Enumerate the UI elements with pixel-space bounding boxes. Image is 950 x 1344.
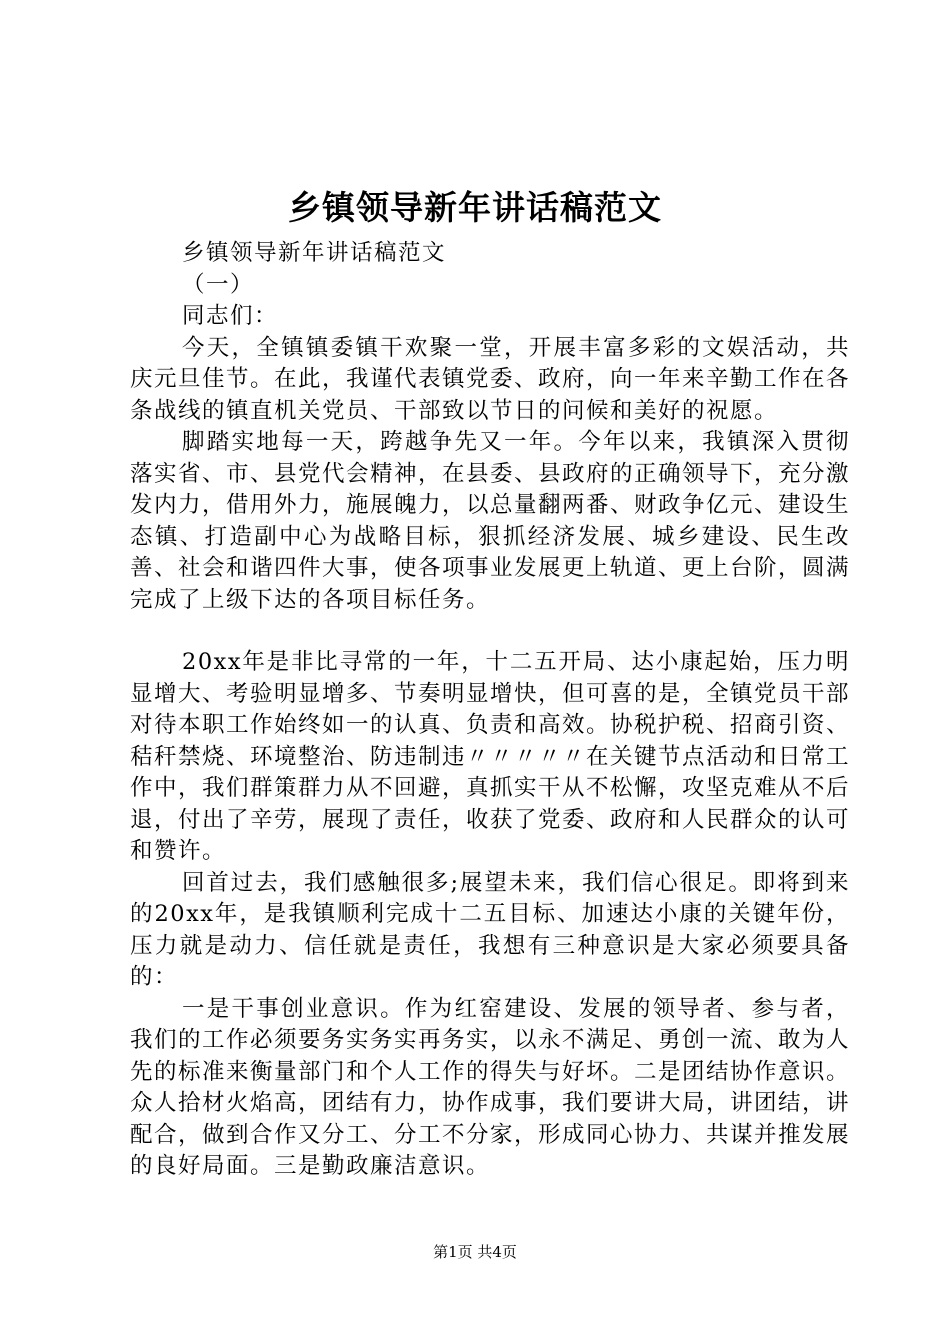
body-paragraph: 脚踏实地每一天，跨越争先又一年。今年以来，我镇深入贯彻落实省、市、县党代会精神，在县委、县政府的正确领导下，充分激发内力，借用外力，施展魄力，以总量翻两番、财政争亿元、建设生态镇、打造副中心为战略目标，狠抓经济发展、城乡建设、民生改善、社会和谐四件大事，使各项事业发展更上轨道、更上台阶，圆满完成了上级下达的各项目标任务。 — [130, 429, 851, 613]
salutation-paragraph: 同志们： — [182, 303, 279, 329]
body-paragraph: 回首过去，我们感触很多;展望未来，我们信心很足。即将到来的20xx年，是我镇顺利完成十二五目标、加速达小康的关键年份，压力就是动力、信任就是责任，我想有三种意识是大家必须要具备的： — [130, 869, 850, 990]
body-paragraph: 今天，全镇镇委镇干欢聚一堂，开展丰富多彩的文娱活动，共庆元旦佳节。在此，我谨代表镇党委、政府，向一年来辛勤工作在各条战线的镇直机关党员、干部致以节日的问候和美好的祝愿。 — [130, 334, 851, 424]
body-paragraph: 一是干事创业意识。作为红窑建设、发展的领导者、参与者，我们的工作必须要务实务实再务实，以永不满足、勇创一流、敢为人先的标准来衡量部门和个人工作的得失与好坏。二是团结协作意识。众人拾材火焰高，团结有力，协作成事，我们要讲大局，讲团结，讲配合，做到合作又分工、分工不分家，形成同心协力、共谋并推发展的良好局面。三是勤政廉洁意识。 — [130, 995, 851, 1179]
subtitle-paragraph: 乡镇领导新年讲话稿范文 — [182, 240, 447, 266]
section-number-paragraph: （一） — [182, 271, 255, 298]
body-paragraph: 20xx年是非比寻常的一年，十二五开局、达小康起始，压力明显增大、考验明显增多、节奏明显增快，但可喜的是，全镇党员干部对待本职工作始终如一的认真、负责和高效。协税护税、招商引资、秸秆禁烧、环境整治、防违制违〃〃〃〃〃在关键节点活动和日常工作中，我们群策群力从不回避，真抓实干从不松懈，攻坚克难从不后退，付出了辛劳，展现了责任，收获了党委、政府和人民群众的认可和赞许。 — [130, 649, 851, 864]
page-footer: 第1页 共4页 — [433, 1243, 517, 1261]
document-body — [130, 238, 850, 1183]
document-title: 乡镇领导新年讲话稿范文 — [288, 188, 662, 227]
